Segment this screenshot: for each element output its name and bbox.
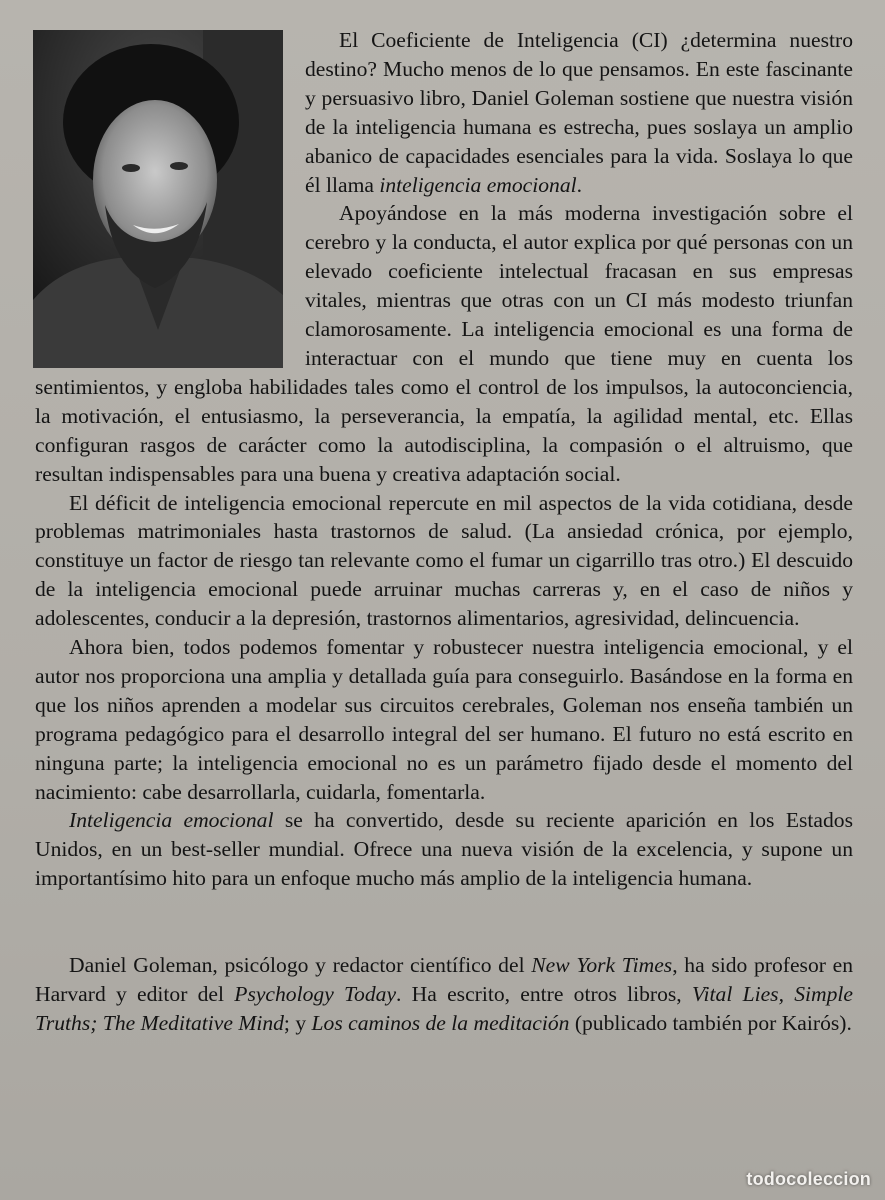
- photo-spacer: [35, 26, 305, 372]
- author-bio: Daniel Goleman, psicólogo y redactor científico del New York Times, ha sido profesor en Harvard y editor del Psychology Today. Ha escrito, entre otros libros, Vital Lies, Simple Truths; The Meditative Mind; y Los caminos de la meditación (publicado también por Kairós).: [35, 953, 854, 1035]
- paragraph-1: El Coeficiente de Inteligencia (CI) ¿determina nuestro destino? Mucho menos de lo que pensamos. En este fascinante y persuasivo libro, Daniel Goleman sostiene que nuestra visión de la inteligencia humana es estrecha, pues soslaya un amplio abanico de capacidades esenciales para la vida. Soslaya lo que él llama inteligencia emocional.: [305, 28, 853, 197]
- paragraph-5: Inteligencia emocional se ha convertido, desde su reciente aparición en los Estados Unidos, en un best-seller mundial. Ofrece una nueva visión de la excelencia, y supone un importantísimo hito para un enfoque mucho más amplio de la inteligencia humana.: [35, 808, 854, 891]
- paragraph-2: Apoyándose en la más moderna investigación sobre el cerebro y la conducta, el autor explica por qué personas con un elevado coeficiente intelectual fracasan en sus empresas vitales, mientras que otras con un CI más modesto triunfan clamorosamente. La inteligencia emocional es una forma de interactuar con el mundo que tiene muy en cuenta los sentimientos, y engloba habilidades tales como el control de los impulsos, la autoconciencia, la motivación, el entusiasmo, la perseverancia, la empatía, la agilidad mental, etc. Ellas configuran rasgos de carácter como la autodisciplina, la compasión o el altruismo, que resultan indispensables para una buena y creativa adaptación social.: [35, 201, 853, 486]
- back-cover-text: [35, 26, 853, 1038]
- paragraph-3: El déficit de inteligencia emocional repercute en mil aspectos de la vida cotidiana, desde problemas matrimoniales hasta trastornos de salud. (La ansiedad crónica, por ejemplo, constituye un factor de riesgo tan relevante como el fumar un cigarrillo tras otro.) El descuido de la inteligencia emocional puede arruinar muchas carreras y, en el caso de niños y adolescentes, conducir a la depresión, trastornos alimentarios, agresividad, delincuencia.: [35, 490, 853, 631]
- paragraph-4: Ahora bien, todos podemos fomentar y robustecer nuestra inteligencia emocional, y el autor nos proporciona una amplia y detallada guía para conseguirlo. Basándose en la forma en que los niños aprenden a modelar sus circuitos cerebrales, Goleman nos enseña también un programa pedagógico para el desarrollo integral del ser humano. El futuro no está escrito en ninguna parte; la inteligencia emocional no es un parámetro fijado desde el momento del nacimiento: cabe desarrollarla, cuidarla, fomentarla.: [35, 635, 853, 804]
- watermark-logo: todocoleccion: [746, 1169, 871, 1189]
